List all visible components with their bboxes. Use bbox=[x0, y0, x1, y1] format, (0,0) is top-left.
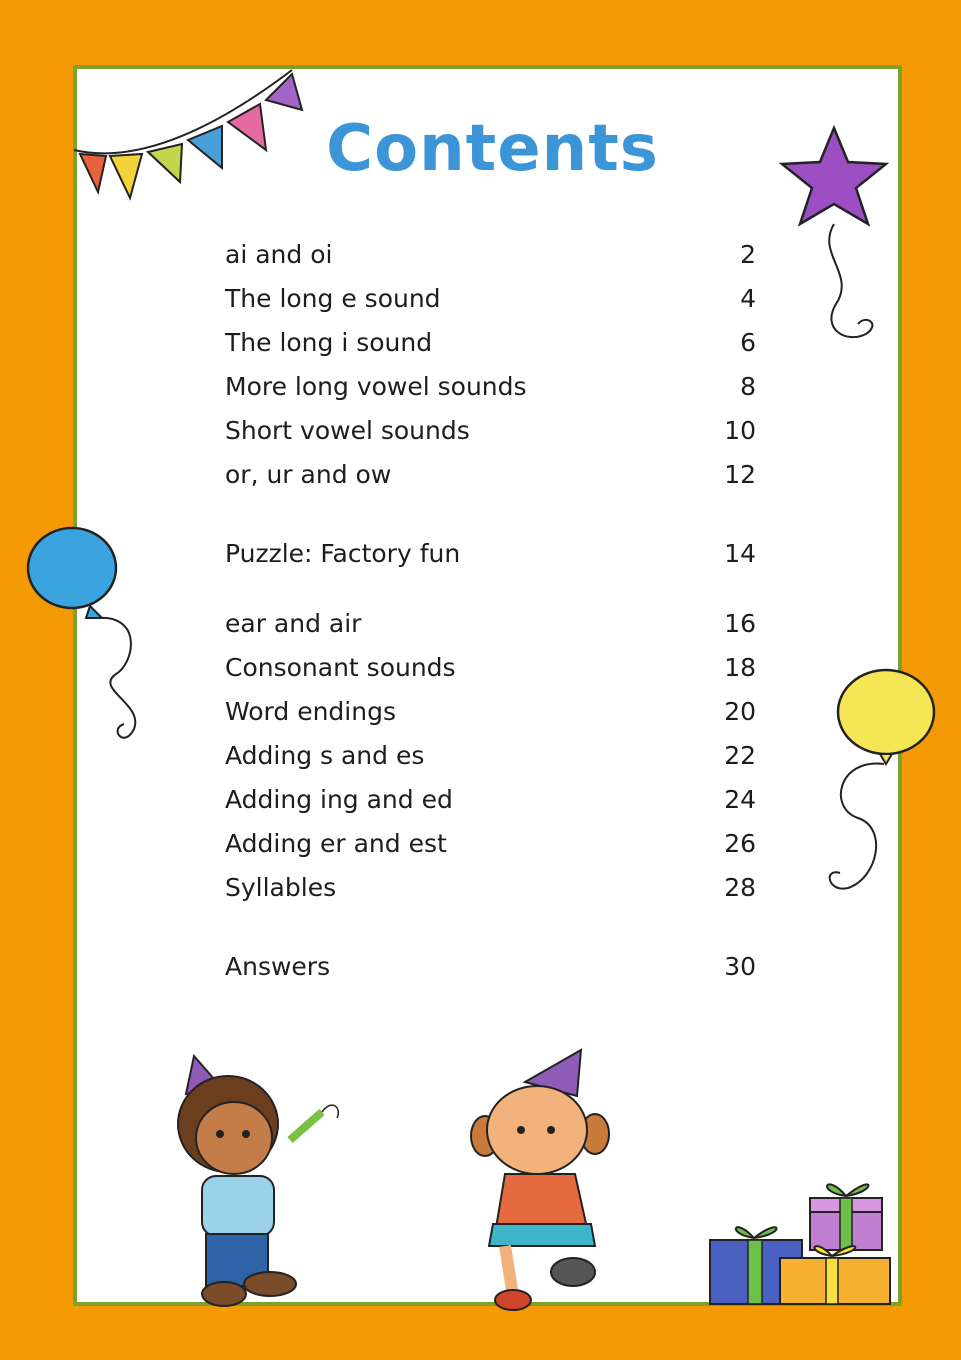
contents-item-page: 4 bbox=[740, 283, 756, 313]
contents-item-label: Adding er and est bbox=[225, 828, 447, 858]
contents-item bbox=[225, 324, 756, 360]
blue-balloon-icon bbox=[24, 524, 154, 749]
page-title: Contents bbox=[326, 112, 659, 186]
contents-item bbox=[225, 456, 756, 492]
contents-item-page: 24 bbox=[724, 784, 756, 814]
contents-item bbox=[225, 412, 756, 448]
contents-item bbox=[225, 605, 756, 641]
contents-item-page: 20 bbox=[724, 696, 756, 726]
contents-item-label: Syllables bbox=[225, 872, 337, 902]
yellow-balloon-icon bbox=[818, 668, 940, 912]
contents-item bbox=[225, 649, 756, 685]
contents-item bbox=[225, 869, 756, 905]
contents-item bbox=[225, 693, 756, 729]
contents-item bbox=[225, 236, 756, 272]
contents-item bbox=[225, 781, 756, 817]
contents-item-page: 26 bbox=[724, 828, 756, 858]
contents-item-page: 10 bbox=[724, 415, 756, 445]
contents-item-label: More long vowel sounds bbox=[225, 371, 527, 401]
contents-item-label: The long e sound bbox=[225, 283, 441, 313]
contents-item-label: ear and air bbox=[225, 608, 362, 638]
contents-item-page: 2 bbox=[740, 239, 756, 269]
contents-item bbox=[225, 535, 756, 571]
contents-item-page: 6 bbox=[740, 327, 756, 357]
gift-boxes-icon bbox=[706, 1172, 896, 1308]
contents-item bbox=[225, 368, 756, 404]
contents-item-page: 12 bbox=[724, 459, 756, 489]
contents-item bbox=[225, 737, 756, 773]
contents-item-label: Puzzle: Factory fun bbox=[225, 538, 461, 568]
contents-item-label: Answers bbox=[225, 951, 331, 981]
contents-item-label: Short vowel sounds bbox=[225, 415, 470, 445]
contents-item-page: 16 bbox=[724, 608, 756, 638]
contents-item bbox=[225, 948, 756, 984]
contents-item-page: 14 bbox=[724, 538, 756, 568]
contents-item bbox=[225, 280, 756, 316]
contents-item-label: or, ur and ow bbox=[225, 459, 392, 489]
contents-item-label: Word endings bbox=[225, 696, 396, 726]
contents-item-page: 22 bbox=[724, 740, 756, 770]
contents-item-label: Consonant sounds bbox=[225, 652, 456, 682]
contents-item-page: 18 bbox=[724, 652, 756, 682]
contents-item-label: Adding s and es bbox=[225, 740, 425, 770]
contents-item-label: ai and oi bbox=[225, 239, 333, 269]
contents-item-label: The long i sound bbox=[225, 327, 433, 357]
contents-item bbox=[225, 825, 756, 861]
contents-item-label: Adding ing and ed bbox=[225, 784, 453, 814]
boy-party-icon bbox=[172, 1048, 362, 1313]
contents-item-page: 30 bbox=[724, 951, 756, 981]
girl-party-icon bbox=[465, 1046, 625, 1312]
contents-item-page: 8 bbox=[740, 371, 756, 401]
contents-item-page: 28 bbox=[724, 872, 756, 902]
